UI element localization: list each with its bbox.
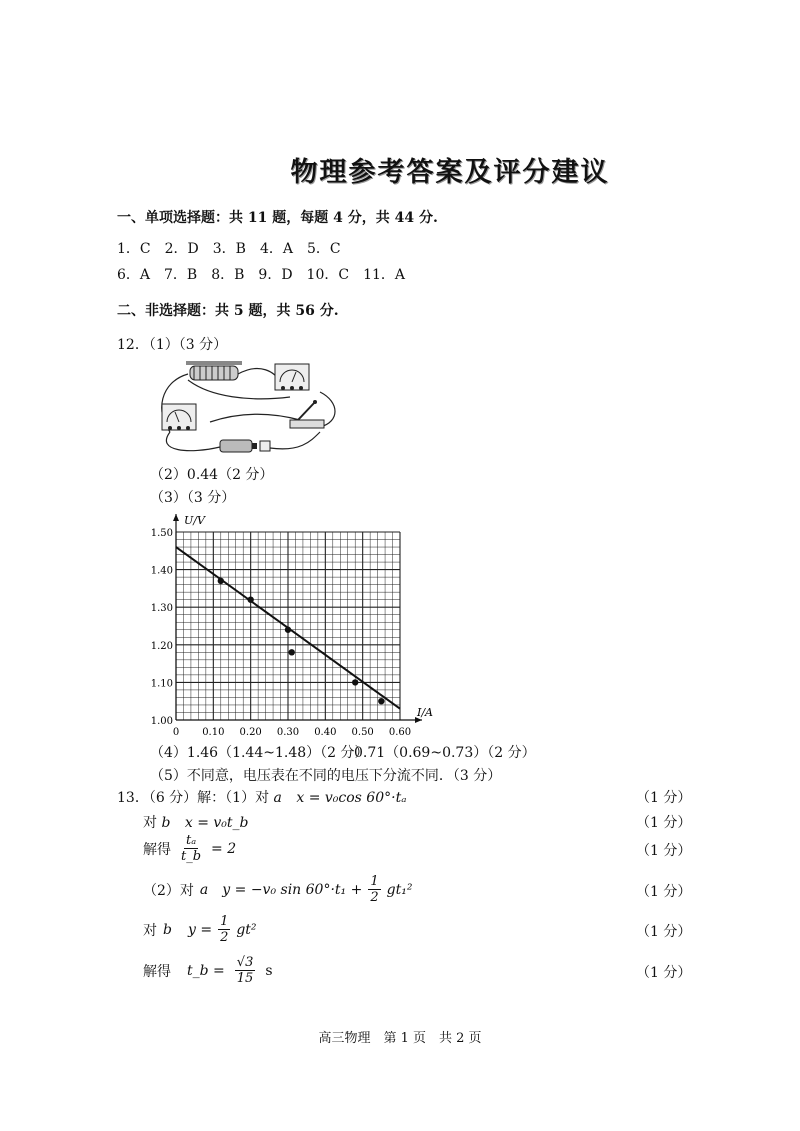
q12-part4a: （4）1.46（1.44~1.48）（2 分） (150, 745, 369, 761)
q13-eq1: x = v₀cos 60°·tₐ (296, 790, 407, 806)
data-point (378, 698, 384, 704)
x-tick-label: 0.40 (314, 727, 337, 738)
q13-line2 (143, 812, 249, 832)
switch-icon (290, 400, 324, 428)
q13-eq5-left: t_b = (187, 962, 225, 979)
data-point (247, 596, 253, 602)
x-tick-label: 0.10 (202, 727, 225, 738)
battery-icon (220, 440, 270, 452)
x-tick-label: 0.20 (239, 727, 262, 738)
jiede-label-2: 解得 (143, 963, 171, 980)
frac1-rhs: = 2 (211, 840, 237, 857)
q13-score3: （1 分） (636, 843, 692, 859)
dui-b-label-2: 对 (143, 922, 157, 939)
rheostat-icon (186, 361, 242, 380)
x-tick-label: 0.30 (276, 727, 300, 738)
x-axis-label: I/A (417, 706, 433, 719)
x-tick-label: 0 (172, 727, 180, 738)
page-title: 物理参考答案及评分建议 (290, 157, 610, 188)
q13-eq4-right: gt² (236, 921, 257, 938)
frac1-num: tₐ (185, 833, 197, 848)
frac1-den: t_b (181, 849, 202, 864)
wire (238, 369, 280, 382)
frac2-num: √3 (236, 955, 254, 970)
q13-score2: （1 分） (636, 815, 692, 831)
q13-score5: （1 分） (636, 924, 692, 940)
data-point (289, 649, 295, 655)
q13-eq5-unit: s (265, 962, 273, 979)
half-den: 2 (370, 890, 379, 905)
half-den-2: 2 (220, 930, 229, 945)
q13-header (117, 787, 406, 807)
var-b: b (161, 815, 171, 831)
q13-score1: （1 分） (636, 790, 692, 806)
q13-line3 (143, 833, 236, 864)
q13-eq3-right: gt₁² (386, 881, 413, 898)
q12-part5: （5）不同意，电压表在不同的电压下分流不同．（3 分） (150, 768, 502, 784)
half-fraction-2 (218, 914, 230, 945)
mc-answers-row2: 6．A 7．B 8．B 9．D 10．C 11．A (117, 267, 405, 283)
q12-label: 12．（1）（3 分） (117, 337, 228, 353)
x-tick-label: 0.60 (388, 727, 412, 738)
frac2-den: 15 (236, 971, 254, 986)
q12-part3: （3）（3 分） (150, 490, 236, 506)
ammeter-icon (275, 364, 309, 390)
y-tick-label: 1.00 (150, 716, 173, 727)
y-axis-arrow (173, 514, 179, 521)
ui-chart (150, 505, 450, 745)
q13-eq2: x = v₀t_b (184, 815, 249, 831)
y-tick-label: 1.50 (150, 528, 173, 539)
data-point (285, 627, 291, 633)
q13-line4 (143, 874, 412, 905)
q13-line6 (143, 955, 273, 986)
circuit-diagram (150, 352, 350, 462)
time-fraction (235, 955, 256, 986)
var-a-2: a (199, 881, 209, 898)
jiede-label: 解得 (143, 841, 171, 858)
y-tick-label: 1.20 (150, 640, 173, 652)
q12-part2: （2）0.44（2 分） (150, 467, 274, 483)
y-axis-label: U/V (184, 514, 205, 527)
half-fraction (368, 874, 380, 905)
data-point (218, 578, 224, 584)
q12-part4b: 0.71（0.69~0.73）（2 分） (354, 745, 536, 761)
section2-heading: 二、非选择题：共 5 题，共 56 分. (117, 303, 339, 319)
var-b-2: b (163, 921, 172, 938)
x-tick-label: 0.50 (351, 727, 374, 738)
y-tick-label: 1.10 (150, 678, 173, 690)
mc-answers-row1: 1．C 2．D 3．B 4．A 5．C (117, 241, 341, 257)
part2-label: （2）对 (143, 882, 194, 899)
y-tick-label: 1.40 (150, 565, 173, 577)
voltmeter-icon (162, 404, 196, 430)
q13-eq3-left: y = −v₀ sin 60°·t₁ + (222, 881, 363, 898)
data-point (352, 679, 358, 685)
y-tick-label: 1.30 (150, 603, 173, 615)
wire (166, 432, 220, 451)
half-num: 1 (370, 874, 379, 889)
q13-header-text: 13．（6 分）解：（1）对 (117, 790, 270, 806)
ratio-fraction (181, 833, 201, 864)
var-a: a (273, 790, 282, 806)
q13-line5 (143, 914, 257, 945)
q13-score4: （1 分） (636, 884, 692, 900)
wire (270, 432, 320, 449)
q13-score6: （1 分） (636, 965, 692, 981)
dui-b-label: 对 (143, 815, 157, 831)
page-footer: 高三物理 第 1 页 共 2 页 (318, 1031, 482, 1046)
section1-heading: 一、单项选择题：共 11 题，每题 4 分，共 44 分. (117, 210, 438, 226)
wire (210, 414, 300, 422)
q13-eq4-left: y = (187, 921, 213, 938)
half-num-2: 1 (220, 914, 229, 929)
